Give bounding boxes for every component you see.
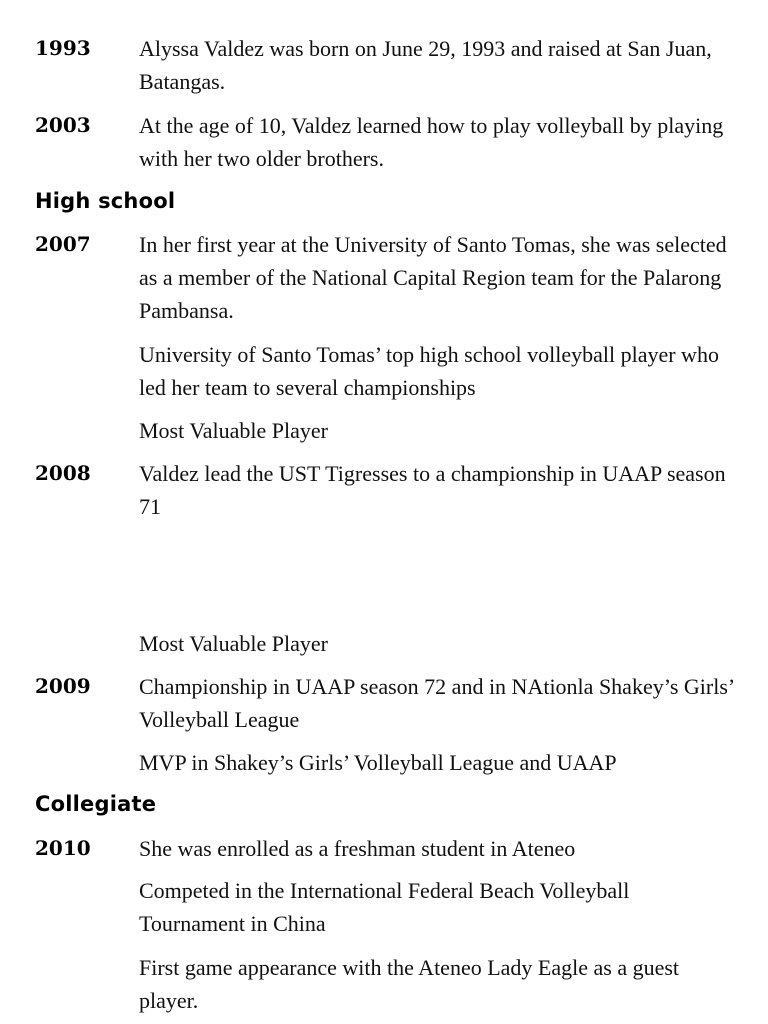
timeline-entry-text: Championship in UAAP season 72 and in NAtionla Shakey’s Girls’ Volleyball League bbox=[139, 674, 734, 732]
timeline-entry-text: At the age of 10, Valdez learned how to play volleyball by playing with her two older brothers. bbox=[139, 113, 724, 171]
year-label: 2008 bbox=[35, 461, 91, 485]
timeline-entry-text: Most Valuable Player bbox=[139, 418, 329, 443]
timeline-entry-text: Competed in the International Federal Beach Volleyball Tournament in China bbox=[139, 878, 630, 936]
timeline-entry-text: Most Valuable Player bbox=[139, 631, 329, 656]
year-label: 2003 bbox=[35, 113, 91, 137]
year-label: 2007 bbox=[35, 232, 91, 256]
section-heading-collegiate: Collegiate bbox=[35, 792, 157, 816]
timeline-entry-text: First game appearance with the Ateneo Lady Eagle as a guest player. bbox=[139, 955, 680, 1013]
year-label: 2010 bbox=[35, 836, 91, 860]
timeline-entry-text: University of Santo Tomas’ top high school volleyball player who led her team to several championships bbox=[139, 342, 719, 400]
timeline-entry-text: In her first year at the University of Santo Tomas, she was selected as a member of the National Capital Region team for the Palarong Pambansa. bbox=[139, 232, 727, 323]
timeline-entry-text: MVP in Shakey’s Girls’ Volleyball League and UAAP bbox=[139, 750, 617, 775]
section-heading-high-school: High school bbox=[35, 189, 176, 213]
year-label: 2009 bbox=[35, 674, 91, 698]
timeline-entry-text: Valdez lead the UST Tigresses to a championship in UAAP season 71 bbox=[139, 461, 726, 519]
year-label: 1993 bbox=[35, 36, 91, 60]
timeline-entry-text: Alyssa Valdez was born on June 29, 1993 and raised at San Juan, Batangas. bbox=[139, 36, 712, 94]
timeline-entry-text: She was enrolled as a freshman student in Ateneo bbox=[139, 836, 576, 861]
